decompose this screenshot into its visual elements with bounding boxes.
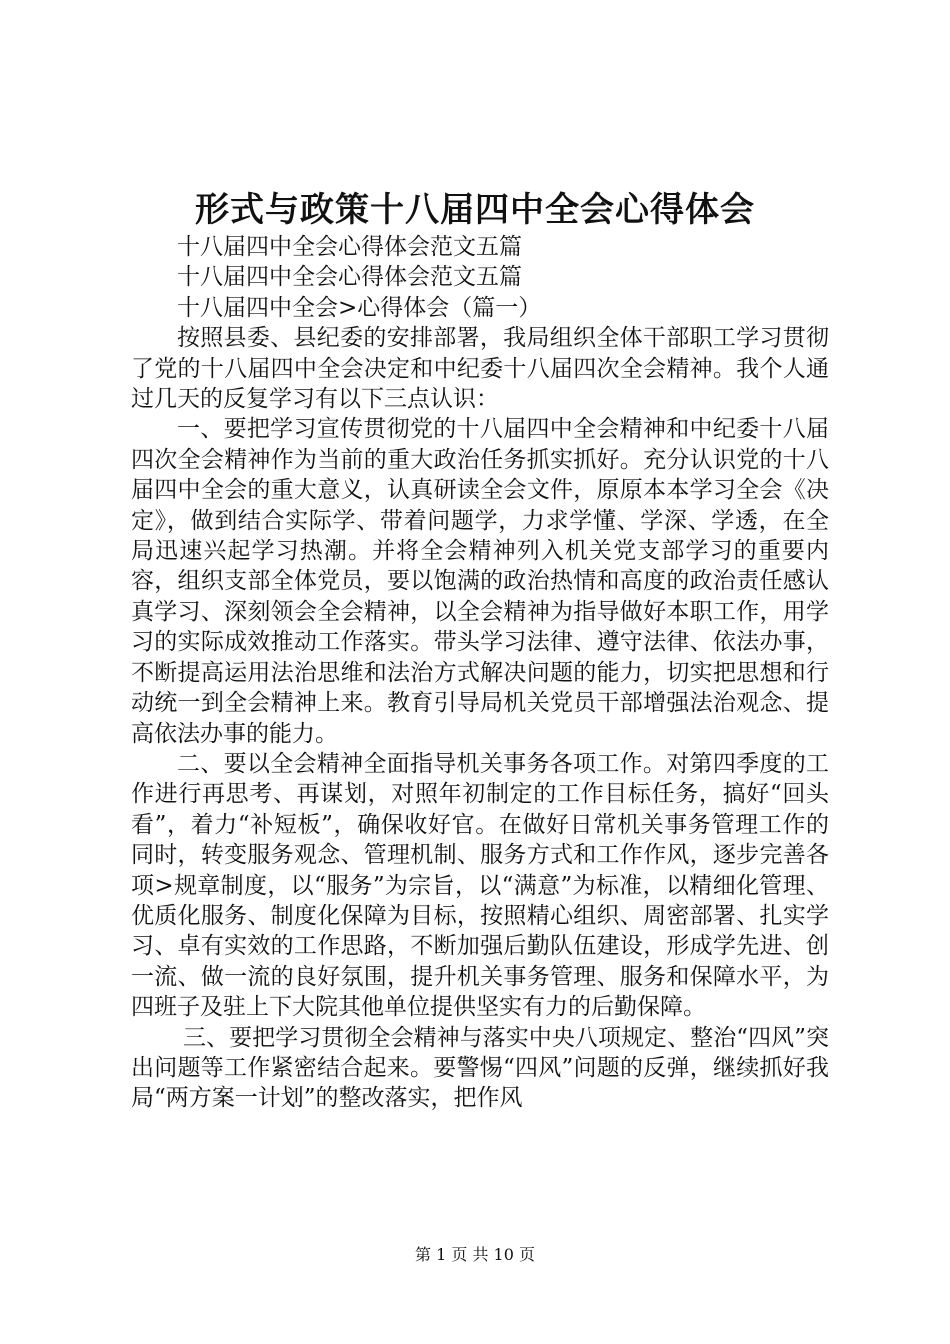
- document-title: 形式与政策十八届四中全会心得体会: [195, 190, 755, 230]
- body-paragraph: 二、要以全会精神全面指导机关事务各项工作。对第四季度的工作进行再思考、再谋划，对照年初制定的工作目标任务，搞好“回头看”，着力“补短板”，确保收好官。在做好日常机关事务管理工作的同时，转变服务观念、管理机制、服务方式和工作作风，逐步完善各项>规章制度，以“服务”为宗旨，以“满意”为标准，以精细化管理、优质化服务、制度化保障为目标，按照精心组织、周密部署、扎实学习、卓有实效的工作思路，不断加强后勤队伍建设，形成学先进、创一流、做一流的良好氛围，提升机关事务管理、服务和保障水平，为四班子及驻上下大院其他单位提供坚实有力的后勤保障。: [131, 750, 829, 1021]
- subtitle-line: 十八届四中全会>心得体会（篇一）: [177, 294, 542, 321]
- body-paragraph: 一、要把学习宣传贯彻党的十八届四中全会精神和中纪委十八届四次全会精神作为当前的重大政治任务抓实抓好。充分认识党的十八届四中全会的重大意义，认真研读全会文件，原原本本学习全会《决定》，做到结合实际学、带着问题学，力求学懂、学深、学透，在全局迅速兴起学习热潮。并将全会精神列入机关党支部学习的重要内容，组织支部全体党员，要以饱满的政治热情和高度的政治责任感认真学习、深刻领会全会精神，以全会精神为指导做好本职工作，用学习的实际成效推动工作落实。带头学习法律、遵守法律、依法办事，不断提高运用法治思维和法治方式解决问题的能力，切实把思想和行动统一到全会精神上来。教育引导局机关党员干部增强法治观念、提高依法办事的能力。: [131, 416, 829, 747]
- subtitle-line: 十八届四中全会心得体会范文五篇: [177, 264, 522, 291]
- body-paragraph: 三、要把学习贯彻全会精神与落实中央八项规定、整治“四风”突出问题等工作紧密结合起来。要警惕“四风”问题的反弹，继续抓好我局“两方案一计划”的整改落实，把作风: [131, 1024, 829, 1112]
- document-body: [131, 232, 829, 1114]
- subtitle-line: 十八届四中全会心得体会范文五篇: [177, 234, 522, 260]
- page-footer: 第 1 页 共 10 页: [415, 1245, 535, 1264]
- body-paragraph: 按照县委、县纪委的安排部署，我局组织全体干部职工学习贯彻了党的十八届四中全会决定和中纪委十八届四次全会精神。我个人通过几天的反复学习有以下三点认识：: [131, 325, 829, 413]
